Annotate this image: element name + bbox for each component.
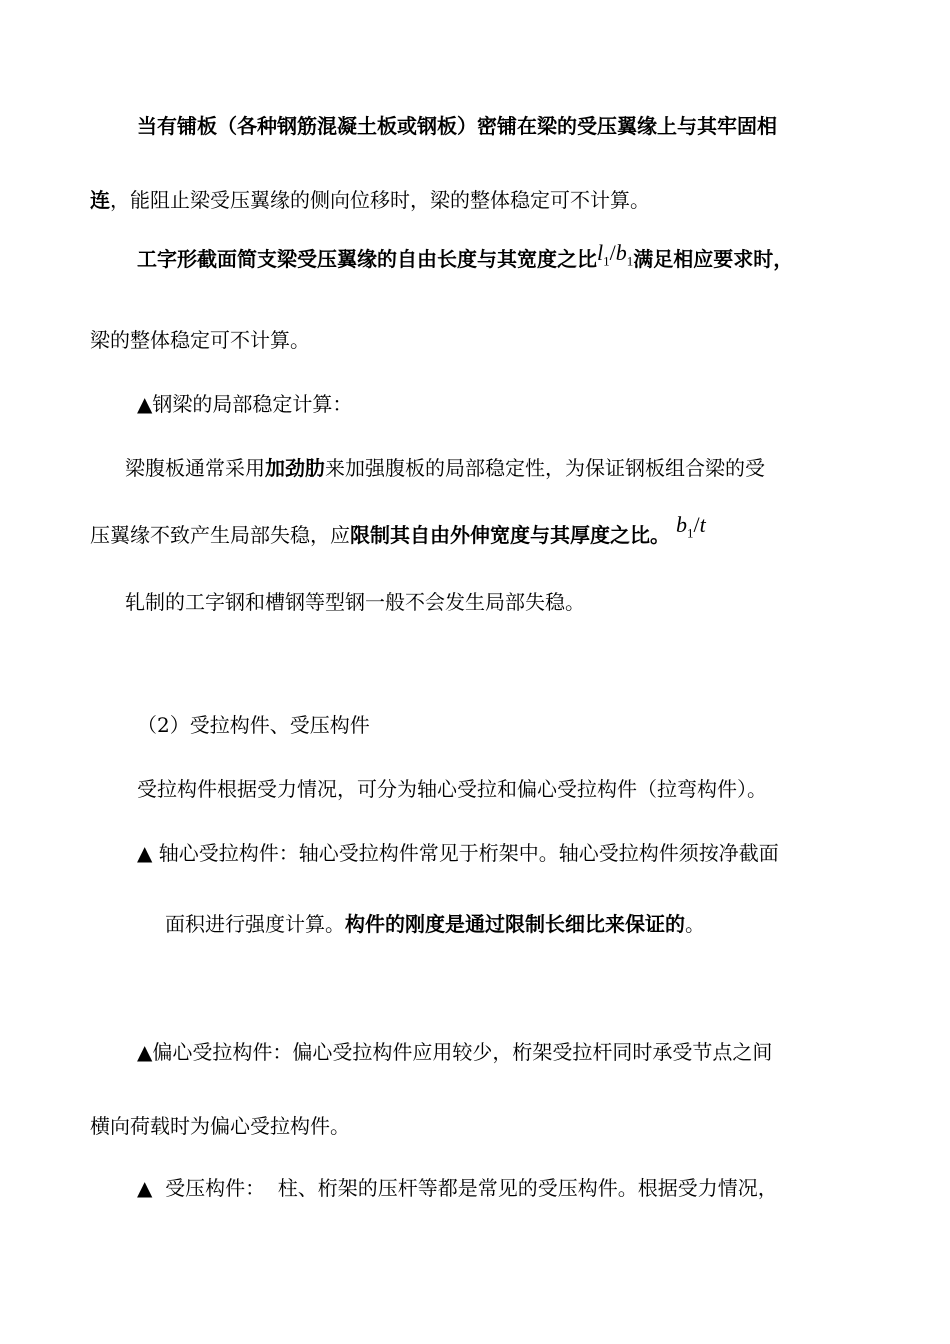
text-run: 梁腹板通常采用 (125, 456, 265, 480)
paragraph-line-12 (165, 910, 705, 938)
text-run: 受拉构件根据受力情况，可分为轴心受拉和偏心受拉构件（拉弯构件）。 (137, 777, 767, 801)
paragraph-line-2 (90, 186, 650, 214)
text-run: ，能阻止梁受压翼缘的侧向位移时，梁的整体稳定可不计算。 (110, 188, 650, 212)
paragraph-line-15 (137, 1174, 778, 1202)
text-run: ▲ 轴心受拉构件：轴心受拉构件常见于桁架中。轴心受拉构件须按净截面 (137, 841, 779, 865)
paragraph-line-10 (137, 775, 767, 803)
paragraph-line-8 (125, 588, 585, 616)
text-run: （2）受拉构件、受压构件 (137, 713, 370, 737)
paragraph-line-3 (137, 240, 794, 281)
paragraph-line-5 (137, 390, 352, 418)
text-run: ▲钢梁的局部稳定计算： (137, 392, 353, 416)
paragraph-line-7 (90, 512, 706, 557)
text-run-bold: 连 (90, 188, 110, 212)
text-run: 。 (685, 912, 705, 936)
math-ratio-b1-t: $b_1/t$ (676, 512, 706, 541)
paragraph-line-4 (90, 326, 310, 354)
text-run: 梁的整体稳定可不计算。 (90, 328, 310, 352)
text-run: 轧制的工字钢和槽钢等型钢一般不会发生局部失稳。 (125, 590, 585, 614)
text-run: 横向荷载时为偏心受拉构件。 (90, 1114, 350, 1138)
section-heading (137, 711, 370, 739)
text-run: 当有铺板（各种钢筋混凝土板或钢板）密铺在梁的受压翼缘上与其牢固相 (137, 114, 777, 138)
text-run: 来加强腹板的局部稳定性，为保证钢板组合梁的受 (325, 456, 765, 480)
paragraph-line-14 (90, 1112, 350, 1140)
text-run-bold: 工字形截面简支梁受压翼缘的自由长度与其宽度之比 (137, 247, 597, 271)
text-run: 压翼缘不致产生局部失稳，应 (90, 523, 350, 547)
paragraph-line-11 (137, 839, 779, 867)
text-run: ▲ 受压构件： 柱、桁架的压杆等都是常见的受压构件。根据受力情况， (137, 1176, 778, 1200)
paragraph-line-1 (137, 112, 777, 140)
text-run-bold: 限制其自由外伸宽度与其厚度之比。 (350, 523, 670, 547)
text-run-bold: 构件的刚度是通过限制长细比来保证的 (345, 912, 685, 936)
text-run-bold: 加劲肋 (265, 456, 325, 480)
paragraph-line-13 (137, 1038, 772, 1066)
text-run: ▲偏心受拉构件：偏心受拉构件应用较少，桁架受拉杆同时承受节点之间 (137, 1040, 773, 1064)
paragraph-line-6 (125, 454, 765, 482)
text-run-bold: 满足相应要求时， (633, 247, 794, 271)
math-ratio-l1-b1: $l_1/b_1$ (597, 240, 634, 269)
text-run: 面积进行强度计算。 (165, 912, 345, 936)
